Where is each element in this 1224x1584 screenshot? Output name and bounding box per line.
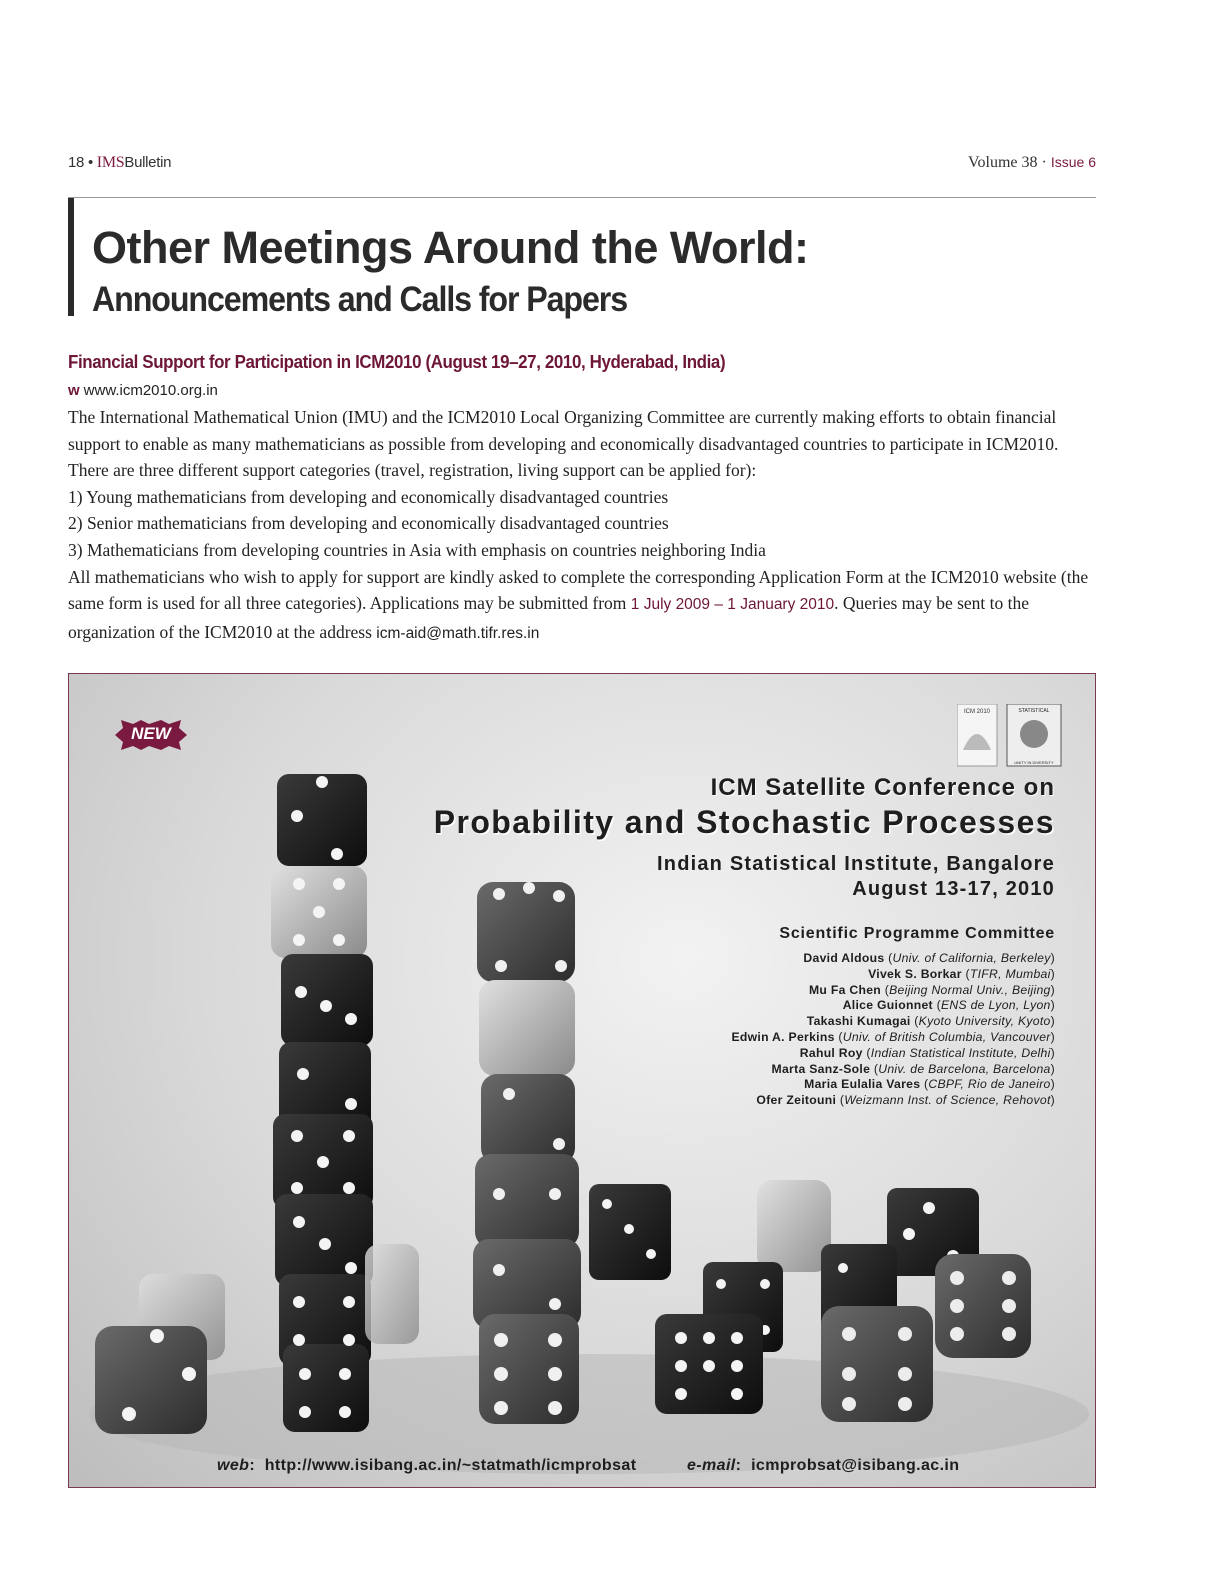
- new-badge-label: NEW: [131, 724, 171, 743]
- article-web-link[interactable]: www.icm2010.org.in: [83, 382, 218, 399]
- list-item-1: 1) Young mathematicians from developing and economically disadvantaged countries: [68, 486, 669, 507]
- committee-list: [434, 951, 1055, 1109]
- committee-title: Scientific Programme Committee: [779, 925, 1055, 942]
- icm-logo-text: ICM 2010: [963, 709, 991, 715]
- journal-name: IMS: [96, 154, 125, 171]
- committee-member: Maria Eulalia Vares (CBPF, Rio de Janeiro): [804, 1077, 1055, 1092]
- list-item-3: 3) Mathematicians from developing countries in Asia with emphasis on countries neighboring India: [68, 539, 766, 560]
- poster-email-label: e-mail: [687, 1457, 736, 1474]
- left-dice-tower: [271, 774, 373, 1432]
- para2-text-a: All mathematicians who wish to apply for support are kindly asked to complete the corresponding Application Form at the ICM2010 website (the same form is used for all three categories). Applications may be submitted from: [68, 566, 1089, 614]
- poster-text-block: [434, 774, 1055, 1109]
- conference-poster: [68, 673, 1096, 1488]
- header-separator: ·: [1041, 154, 1047, 171]
- page-number: 18: [68, 154, 85, 171]
- poster-email: e-mail: icmprobsat@isibang.ac.in: [687, 1457, 960, 1474]
- page-title: Other Meetings Around the World:: [92, 222, 809, 273]
- committee-member: Mu Fa Chen (Beijing Normal Univ., Beijing): [808, 982, 1055, 997]
- header-bullet: •: [87, 154, 93, 171]
- committee-member: Marta Sanz-Sole (Univ. de Barcelona, Barcelona): [771, 1061, 1055, 1076]
- header-right: [968, 154, 1096, 172]
- committee-member: David Aldous (Univ. of California, Berkeley): [803, 951, 1055, 965]
- article-body: [68, 404, 1098, 647]
- new-badge: [115, 720, 187, 750]
- header-divider: [68, 197, 1096, 198]
- article-web-line: [68, 382, 218, 399]
- article-email-link[interactable]: icm-aid@math.tifr.res.in: [376, 624, 540, 642]
- article-heading: Financial Support for Participation in ICM2010 (August 19–27, 2010, Hyderabad, India): [68, 352, 726, 372]
- isi-logo-motto: UNITY IN DIVERSITY: [1014, 760, 1054, 765]
- article-paragraph-1: The International Mathematical Union (IMU) and the ICM2010 Local Organizing Committee are currently making efforts to obtain financial support to enable as many mathematicians as possible from developing and economically disadvantaged countries to participate in ICM2010. There are three different support categories (travel, registration, living support can be applied for):: [68, 407, 1059, 481]
- list-item-2: 2) Senior mathematicians from developing and economically disadvantaged countries: [68, 513, 669, 534]
- poster-venue: Indian Statistical Institute, Bangalore: [657, 853, 1055, 875]
- poster-dates: August 13-17, 2010: [852, 878, 1055, 900]
- running-head: [68, 154, 1096, 178]
- journal-suffix: Bulletin: [124, 154, 172, 171]
- page-subtitle: Announcements and Calls for Papers: [92, 280, 628, 319]
- para2-text-b: . Queries may be sent to the organization of the ICM2010 at the address: [68, 593, 1030, 642]
- volume-label: Volume 38: [968, 154, 1038, 171]
- committee-member: Vivek S. Borkar (TIFR, Mumbai): [868, 966, 1055, 981]
- conference-logos: [957, 704, 1067, 768]
- committee-member: Rahul Roy (Indian Statistical Institute, Delhi): [799, 1045, 1055, 1060]
- poster-title: Probability and Stochastic Processes: [433, 804, 1055, 840]
- isi-logo-text: STATISTICAL: [1018, 708, 1050, 714]
- committee-member: Takashi Kumagai (Kyoto University, Kyoto): [806, 1014, 1055, 1029]
- committee-member: Edwin A. Perkins (Univ. of British Columbia, Vancouver): [731, 1029, 1055, 1044]
- committee-member: Alice Guionnet (ENS de Lyon, Lyon): [842, 998, 1055, 1013]
- poster-web-label: web: [217, 1457, 250, 1474]
- article-paragraph-2: [68, 564, 1098, 648]
- poster-web-link[interactable]: http://www.isibang.ac.in/~statmath/icmprobsat: [264, 1457, 637, 1474]
- committee-member: Ofer Zeitouni (Weizmann Inst. of Science, Rehovot): [756, 1093, 1055, 1108]
- header-left: [68, 154, 171, 172]
- poster-email-link[interactable]: icmprobsat@isibang.ac.in: [751, 1457, 960, 1474]
- application-dates: 1 July 2009 – 1 January 2010: [630, 596, 835, 614]
- poster-web: web: http://www.isibang.ac.in/~statmath/icmprobsat: [217, 1457, 637, 1474]
- poster-conference-line: ICM Satellite Conference on: [710, 774, 1055, 801]
- title-accent-bar: [68, 198, 74, 316]
- issue-label: Issue 6: [1050, 154, 1096, 170]
- web-label: w: [68, 382, 80, 399]
